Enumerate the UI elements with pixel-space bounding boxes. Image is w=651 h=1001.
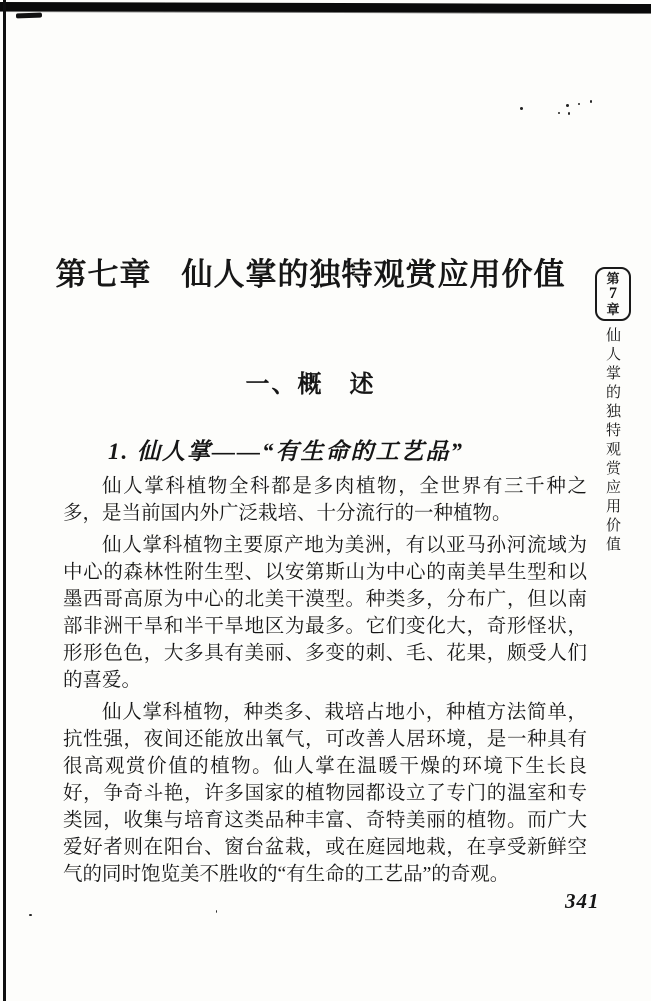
paragraph: 仙人掌科植物全科都是多肉植物，全世界有三千种之多，是当前国内外广泛栽培、十分流行的一种植物。 xyxy=(63,476,587,524)
body-text-block xyxy=(63,473,587,893)
paragraph: 仙人掌科植物主要原产地为美洲，有以亚马孙河流域为中心的森林性附生型、以安第斯山为中心的南美旱生型和以墨西哥高原为中心的北美干漠型。种类多，分布广，但以南部非洲干旱和半干旱地区为最多。它们变化大，奇形怪状，形形色色，大多具有美丽、多变的刺、毛、花果，颇受人们的喜爱。 xyxy=(63,535,587,691)
chapter-tab-char-zhang: 章 xyxy=(606,302,620,317)
scan-speck xyxy=(558,112,560,114)
scan-smudge xyxy=(16,13,42,19)
paragraph: 仙人掌科植物，种类多、栽培占地小，种植方法简单，抗性强，夜间还能放出氧气，可改善人居环境，是一种具有很高观赏价值的植物。仙人掌在温暖干燥的环境下生长良好，争奇斗艳，许多国家的植物园都设立了专门的温室和专类园，收集与培育这类品种丰富、奇特美丽的植物。而广大爱好者则在阳台、窗台盆栽，或在庭园地栽，在享受新鲜空气的同时饱览美不胜收的“有生命的工艺品”的奇观。 xyxy=(63,702,587,885)
chapter-tab-char-di: 第 xyxy=(606,271,620,286)
chapter-tab-box xyxy=(595,267,631,321)
scan-speck xyxy=(568,112,570,115)
scan-speck xyxy=(29,914,32,916)
chapter-number: 第七章 xyxy=(55,257,152,292)
chapter-tab-number: 7 xyxy=(609,285,617,302)
margin-vertical-chapter-title: 仙人掌的独特观赏应用价值 xyxy=(604,327,620,555)
page-number: 341 xyxy=(565,889,600,913)
scan-speck xyxy=(520,107,523,110)
section-heading: 一、概 述 xyxy=(245,371,376,398)
chapter-title-text: 仙人掌的独特观赏应用价值 xyxy=(181,257,566,292)
scan-speck xyxy=(566,104,569,107)
scan-edge-artifact-left xyxy=(3,0,6,1001)
subsection-heading: 1. 仙人掌——“有生命的工艺品” xyxy=(108,439,464,464)
scan-speck xyxy=(578,103,580,105)
scan-speck xyxy=(590,100,592,103)
scan-speck xyxy=(216,910,217,913)
chapter-heading xyxy=(40,249,581,294)
